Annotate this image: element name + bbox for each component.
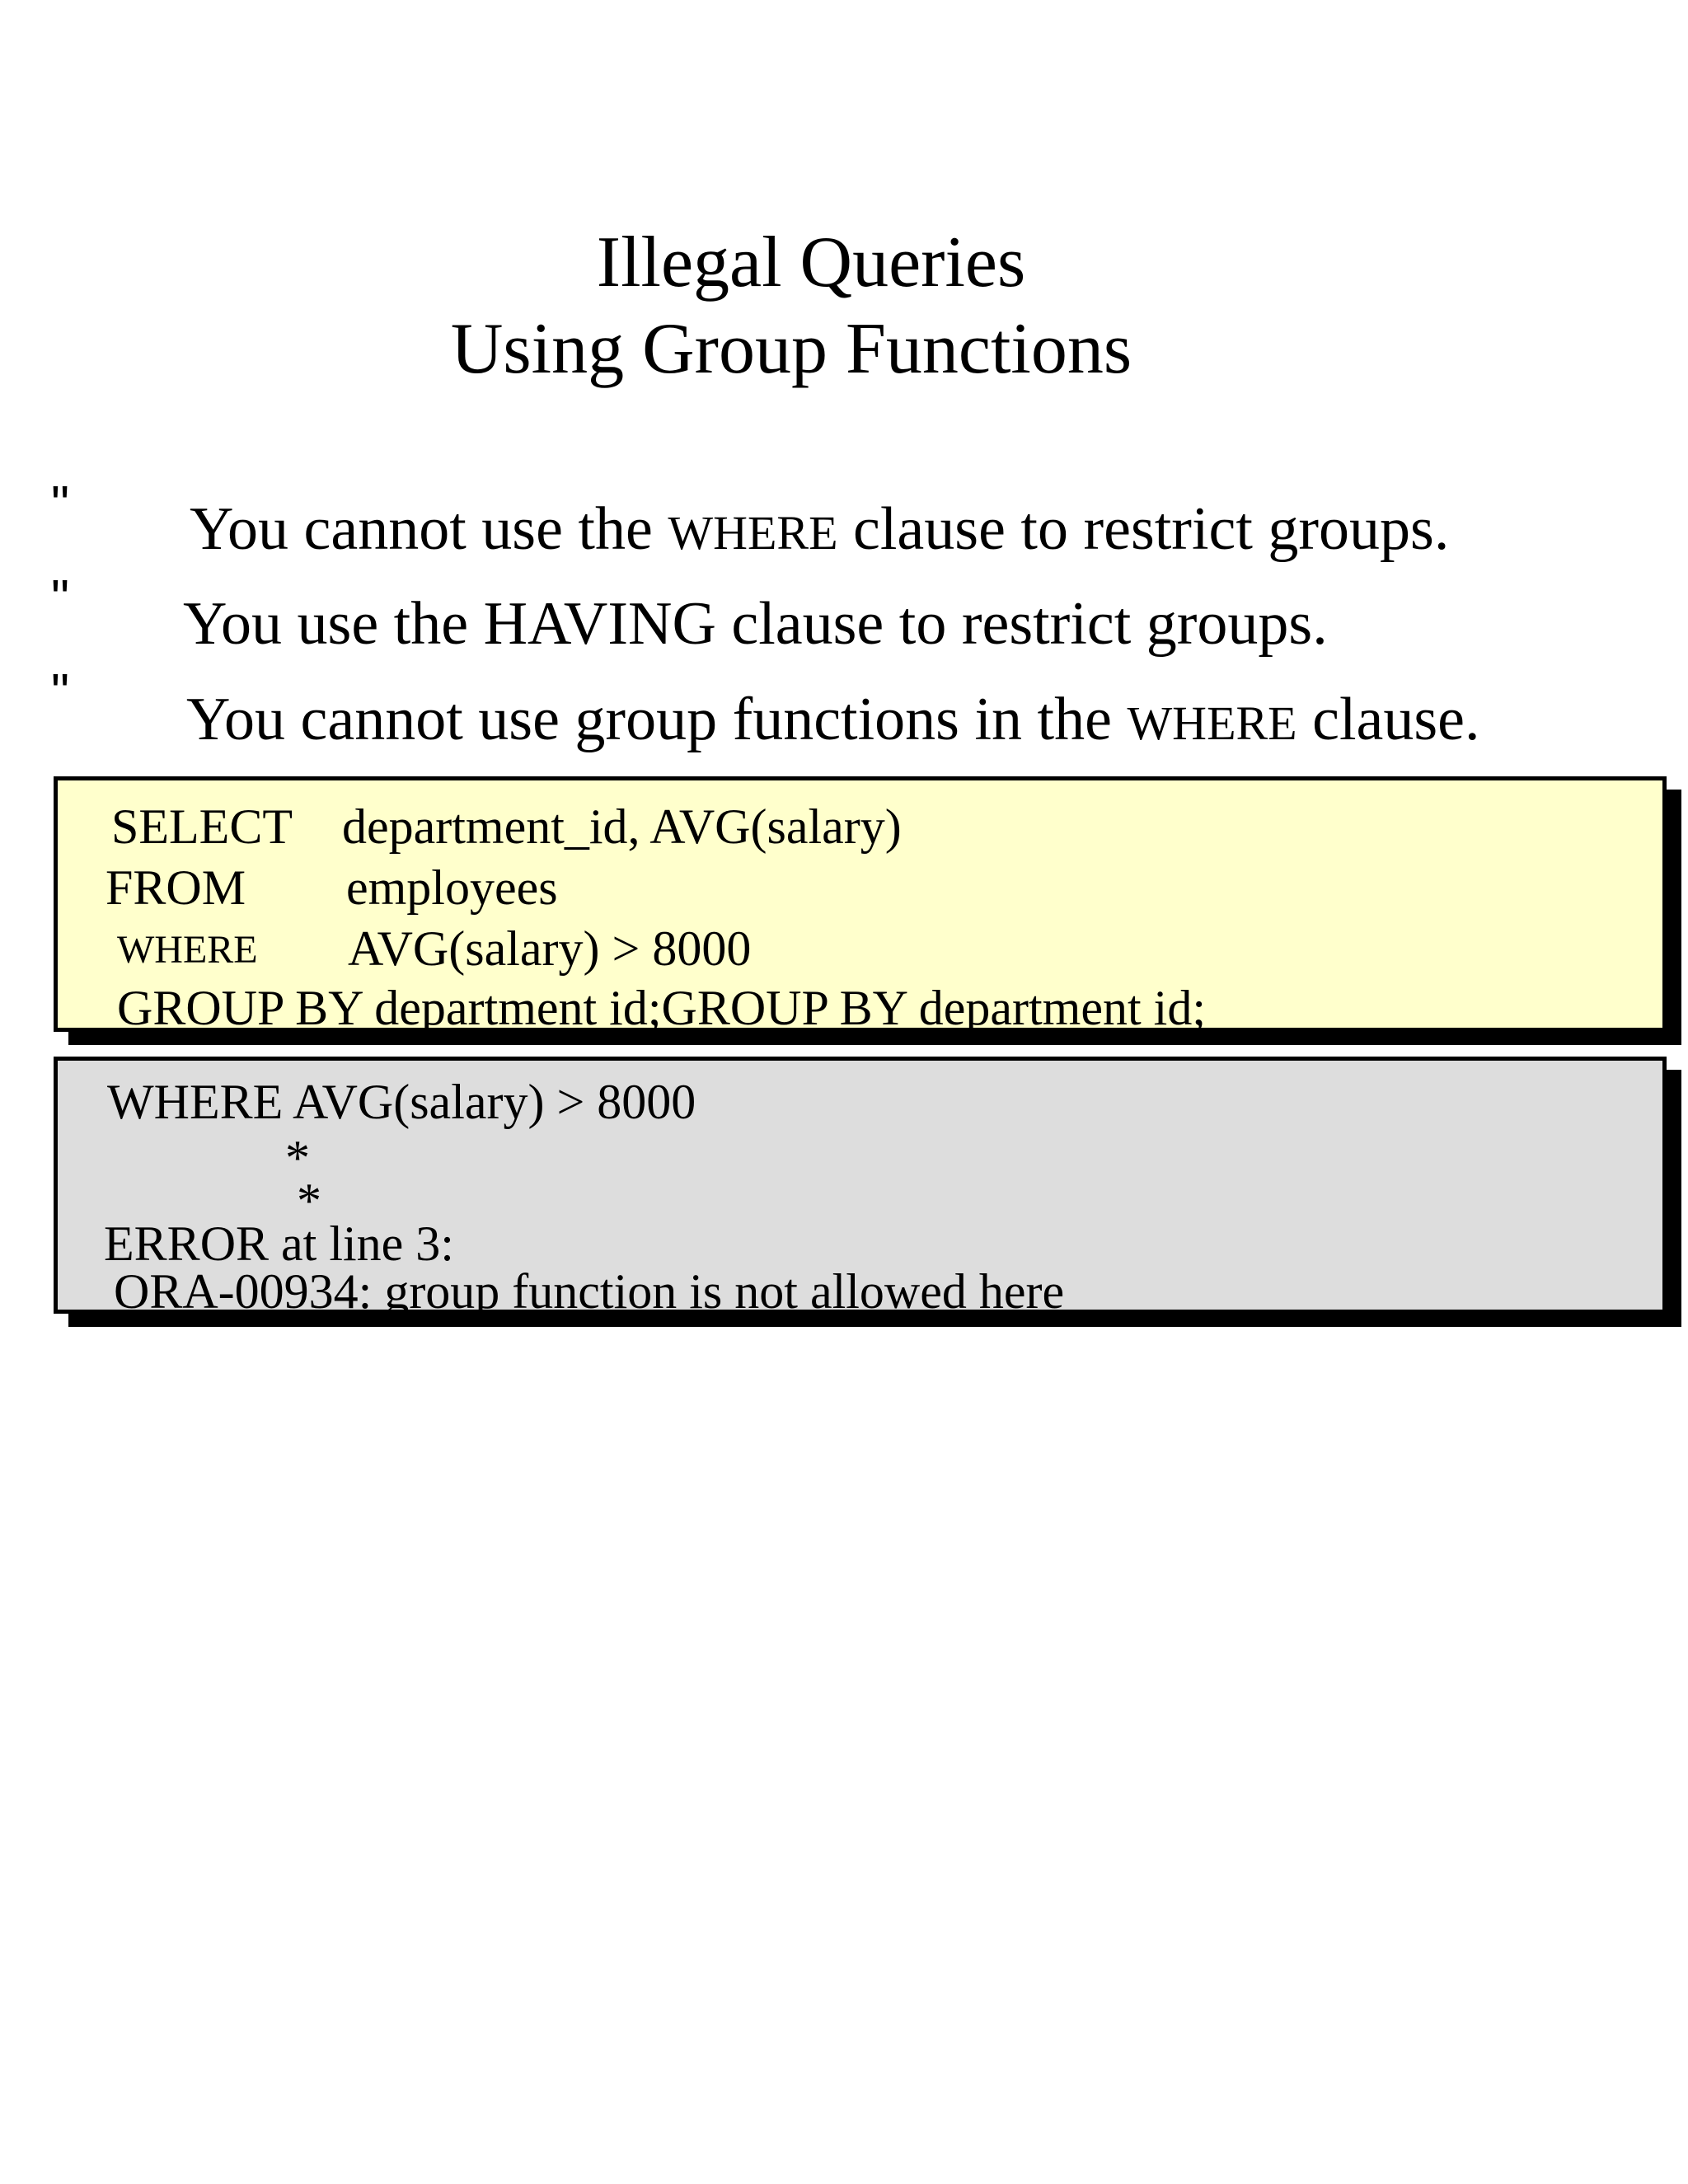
bullet-3-keyword: WHERE bbox=[1127, 696, 1297, 750]
bullet-3-before: You cannot use group functions in the bbox=[186, 686, 1128, 753]
code-from-table: employees bbox=[346, 860, 558, 915]
bullet-2-before: You use the HAVING clause to restrict groups. bbox=[183, 590, 1328, 658]
bullet-3-after: clause. bbox=[1296, 686, 1480, 753]
bullet-marker: " bbox=[51, 570, 70, 627]
code-where-condition: AVG(salary) > 8000 bbox=[348, 921, 752, 976]
error-asterisk-1: * bbox=[285, 1131, 310, 1185]
code-select-columns: department_id, AVG(salary) bbox=[342, 799, 902, 854]
bullet-1-after: clause to restrict groups. bbox=[837, 495, 1450, 563]
bullet-2-text bbox=[183, 590, 1328, 658]
code-where-keyword: WHERE bbox=[117, 928, 258, 972]
bullet-1-keyword: WHERE bbox=[668, 506, 838, 560]
error-line-number: ERROR at line 3: bbox=[104, 1216, 454, 1271]
bullet-marker: " bbox=[51, 476, 70, 533]
sql-code-box bbox=[54, 776, 1667, 1035]
bullet-1-before: You cannot use the bbox=[190, 495, 668, 563]
error-where-line: WHERE AVG(salary) > 8000 bbox=[107, 1075, 696, 1129]
slide-title-line-1: Illegal Queries bbox=[596, 223, 1026, 302]
bullet-1-text bbox=[190, 495, 1450, 563]
error-asterisk-2: * bbox=[297, 1174, 321, 1228]
error-message: ORA-00934: group function is not allowed here bbox=[114, 1264, 1065, 1319]
code-from-keyword: FROM bbox=[106, 860, 246, 915]
code-group-by-line: GROUP BY department id;GROUP BY department id; bbox=[117, 981, 1206, 1035]
bullet-3-text bbox=[186, 686, 1480, 753]
error-output-box bbox=[54, 1057, 1667, 1319]
bullet-marker: " bbox=[51, 664, 70, 721]
slide-title-line-2: Using Group Functions bbox=[450, 309, 1132, 389]
code-select-keyword: SELECT bbox=[111, 799, 293, 854]
